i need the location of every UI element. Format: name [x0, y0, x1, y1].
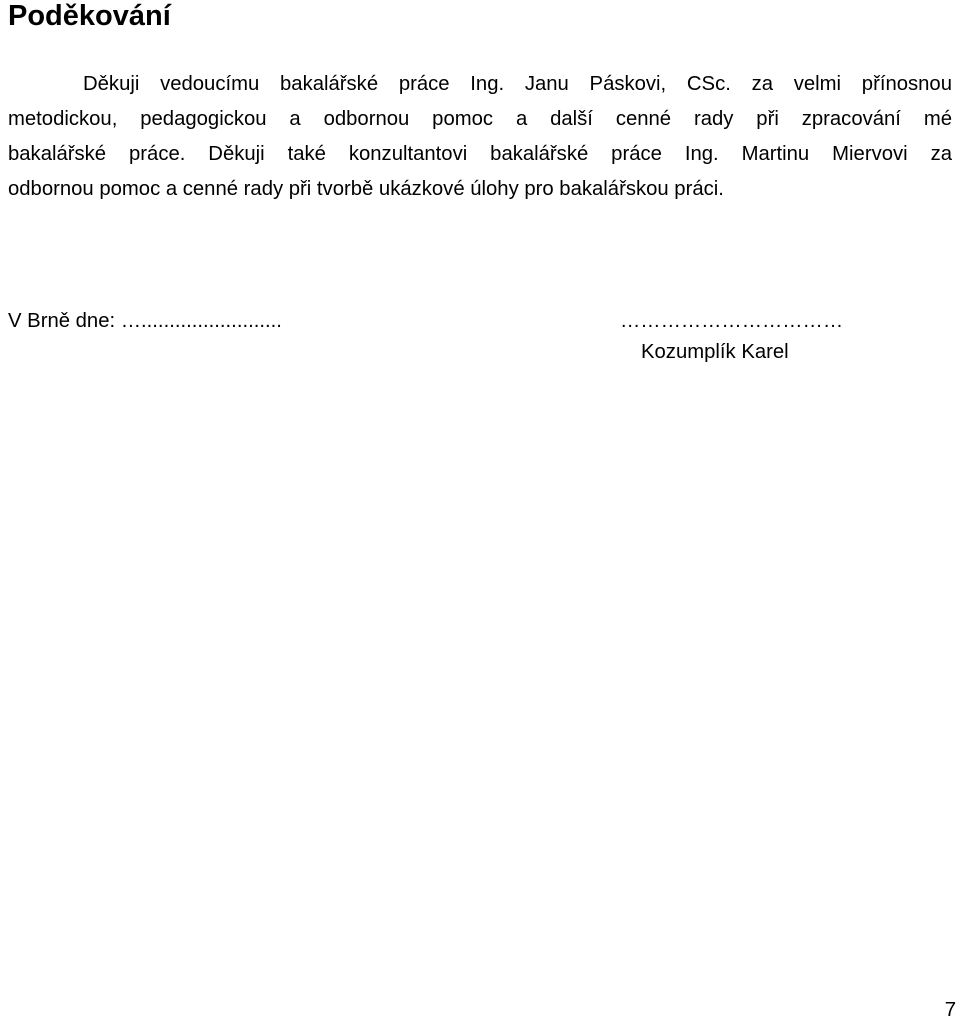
signature-line: …………………………… — [620, 310, 844, 332]
place-date-line: V Brně dne: …......................... — [8, 310, 282, 332]
paragraph-line: odbornou pomoc a cenné rady při tvorbě ukázkové úlohy pro bakalářskou práci. — [8, 178, 724, 200]
paragraph-line: metodickou, pedagogickou a odbornou pomoc a další cenné rady při zpracování mé — [8, 108, 952, 130]
page-heading: Poděkování — [8, 0, 171, 32]
page-number: 7 — [944, 999, 956, 1021]
acknowledgement-paragraph — [8, 67, 952, 207]
signature-name: Kozumplík Karel — [641, 341, 789, 363]
paragraph-line: bakalářské práce. Děkuji také konzultantovi bakalářské práce Ing. Martinu Miervovi za — [8, 143, 952, 165]
paragraph-line: Děkuji vedoucímu bakalářské práce Ing. Janu Páskovi, CSc. za velmi přínosnou — [83, 73, 952, 95]
